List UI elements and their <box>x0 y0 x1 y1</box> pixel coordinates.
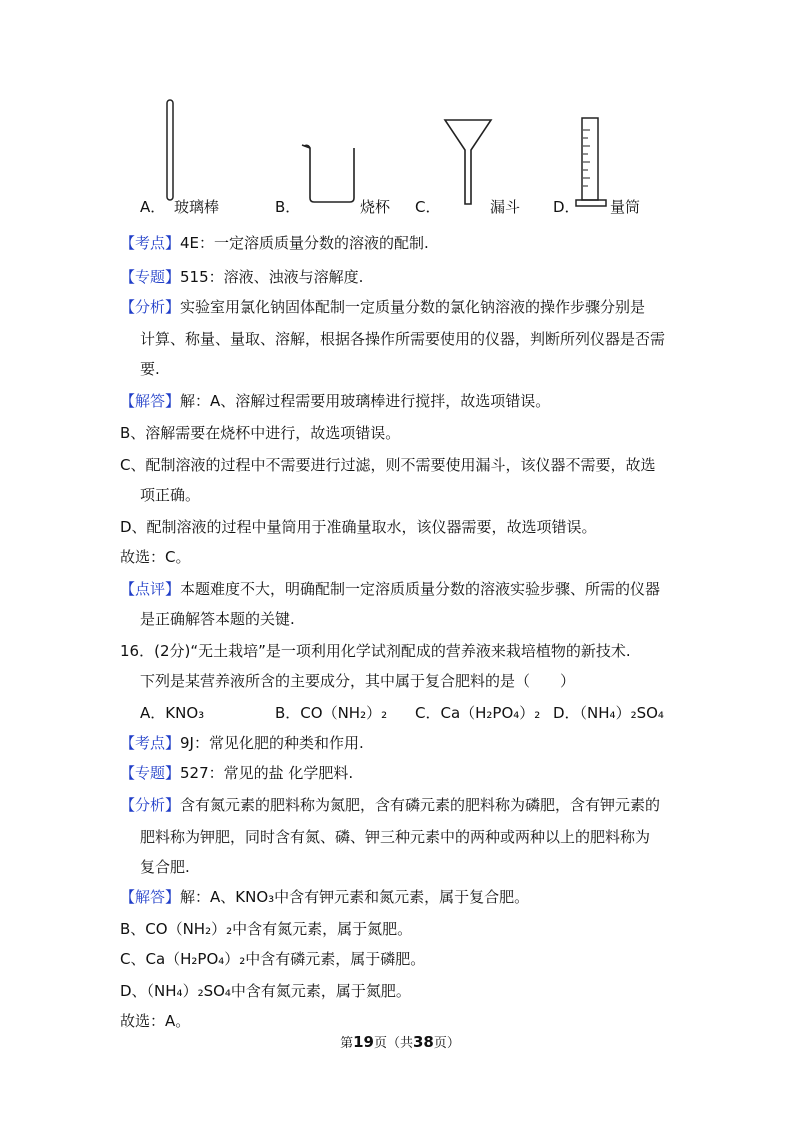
page-total: 38 <box>413 1033 434 1051</box>
q16-zhuanti: 【专题】527：常见的盐 化学肥料. <box>120 764 354 782</box>
q15-option-d-analysis: D、配制溶液的过程中量筒用于准确量取水，该仪器需要，故选项错误。 <box>120 518 597 536</box>
dianping-tag: 【点评】 <box>120 580 181 598</box>
funnel-figure <box>443 118 493 208</box>
q15-dianping-line-1: 【点评】本题难度不大，明确配制一定溶质质量分数的溶液实验步骤、所需的仪器 <box>120 580 661 598</box>
figure-option-d-name: 量筒 <box>610 198 641 216</box>
q16-fenxi-line-2: 肥料称为钾肥，同时含有氮、磷、钾三种元素中的两种或两种以上的肥料称为 <box>140 828 651 846</box>
figure-option-b-letter: B． <box>275 198 301 216</box>
q16-jieda: 【解答】解：A、KNO₃中含有钾元素和氮元素，属于复合肥。 <box>120 888 530 906</box>
q15-kaodian: 【考点】4E：一定溶质质量分数的溶液的配制. <box>120 234 429 252</box>
q16-stem-line-2: 下列是某营养液所含的主要成分，其中属于复合肥料的是（ ） <box>140 672 576 690</box>
q16-kaodian: 【考点】9J：常见化肥的种类和作用. <box>120 734 364 752</box>
q16-stem-line-1: 16．(2分)“无土栽培”是一项利用化学试剂配成的营养液来栽培植物的新技术. <box>120 642 631 660</box>
q15-option-b-analysis: B、溶解需要在烧杯中进行，故选项错误。 <box>120 424 401 442</box>
zhuanti-tag: 【专题】 <box>120 764 181 782</box>
q16-answer: 故选：A。 <box>120 1012 191 1030</box>
beaker-figure <box>300 140 360 204</box>
q16-option-c-analysis: C、Ca（H₂PO₄）₂中含有磷元素，属于磷肥。 <box>120 950 426 968</box>
q15-fenxi-line-3: 要. <box>140 360 160 378</box>
figure-option-a-letter: A． <box>140 198 166 216</box>
q16-option-d-analysis: D、（NH₄）₂SO₄中含有氮元素，属于氮肥。 <box>120 982 411 1000</box>
fenxi-tag: 【分析】 <box>120 796 181 814</box>
fenxi-tag: 【分析】 <box>120 298 181 316</box>
q16-option-b: B．CO（NH₂）₂ <box>275 704 388 722</box>
q16-option-a: A．KNO₃ <box>140 704 205 722</box>
q16-fenxi-line-3: 复合肥. <box>140 858 190 876</box>
kaodian-tag: 【考点】 <box>120 734 181 752</box>
q15-option-c-analysis-1: C、配制溶液的过程中不需要进行过滤，则不需要使用漏斗，该仪器不需要，故选 <box>120 456 656 474</box>
figure-option-d-letter: D． <box>553 198 580 216</box>
q15-dianping-line-2: 是正确解答本题的关键. <box>140 610 295 628</box>
q15-zhuanti: 【专题】515：溶液、浊液与溶解度. <box>120 268 364 286</box>
q15-jieda: 【解答】解：A、溶解过程需要用玻璃棒进行搅拌，故选项错误。 <box>120 392 551 410</box>
q15-fenxi-line-2: 计算、称量、量取、溶解，根据各操作所需要使用的仪器，判断所列仪器是否需 <box>140 330 666 348</box>
figure-option-a-name: 玻璃棒 <box>174 198 220 216</box>
zhuanti-tag: 【专题】 <box>120 268 181 286</box>
q16-option-b-analysis: B、CO（NH₂）₂中含有氮元素，属于氮肥。 <box>120 920 413 938</box>
q16-option-c: C．Ca（H₂PO₄）₂ <box>415 704 541 722</box>
kaodian-tag: 【考点】 <box>120 234 181 252</box>
q15-option-c-analysis-2: 项正确。 <box>140 486 201 504</box>
page-number: 19 <box>353 1033 374 1051</box>
q16-option-d: D．（NH₄）₂SO₄ <box>553 704 664 722</box>
page-footer: 第19页（共38页） <box>340 1033 460 1051</box>
figure-option-b-name: 烧杯 <box>360 198 391 216</box>
q15-answer: 故选：C。 <box>120 548 191 566</box>
q16-fenxi-line-1: 【分析】含有氮元素的肥料称为氮肥，含有磷元素的肥料称为磷肥，含有钾元素的 <box>120 796 661 814</box>
jieda-tag: 【解答】 <box>120 888 181 906</box>
q15-fenxi-line-1: 【分析】实验室用氯化钠固体配制一定质量分数的氯化钠溶液的操作步骤分别是 <box>120 298 646 316</box>
glass-rod-figure <box>162 98 178 202</box>
figure-option-c-name: 漏斗 <box>490 198 521 216</box>
jieda-tag: 【解答】 <box>120 392 181 410</box>
figure-option-c-letter: C． <box>415 198 441 216</box>
